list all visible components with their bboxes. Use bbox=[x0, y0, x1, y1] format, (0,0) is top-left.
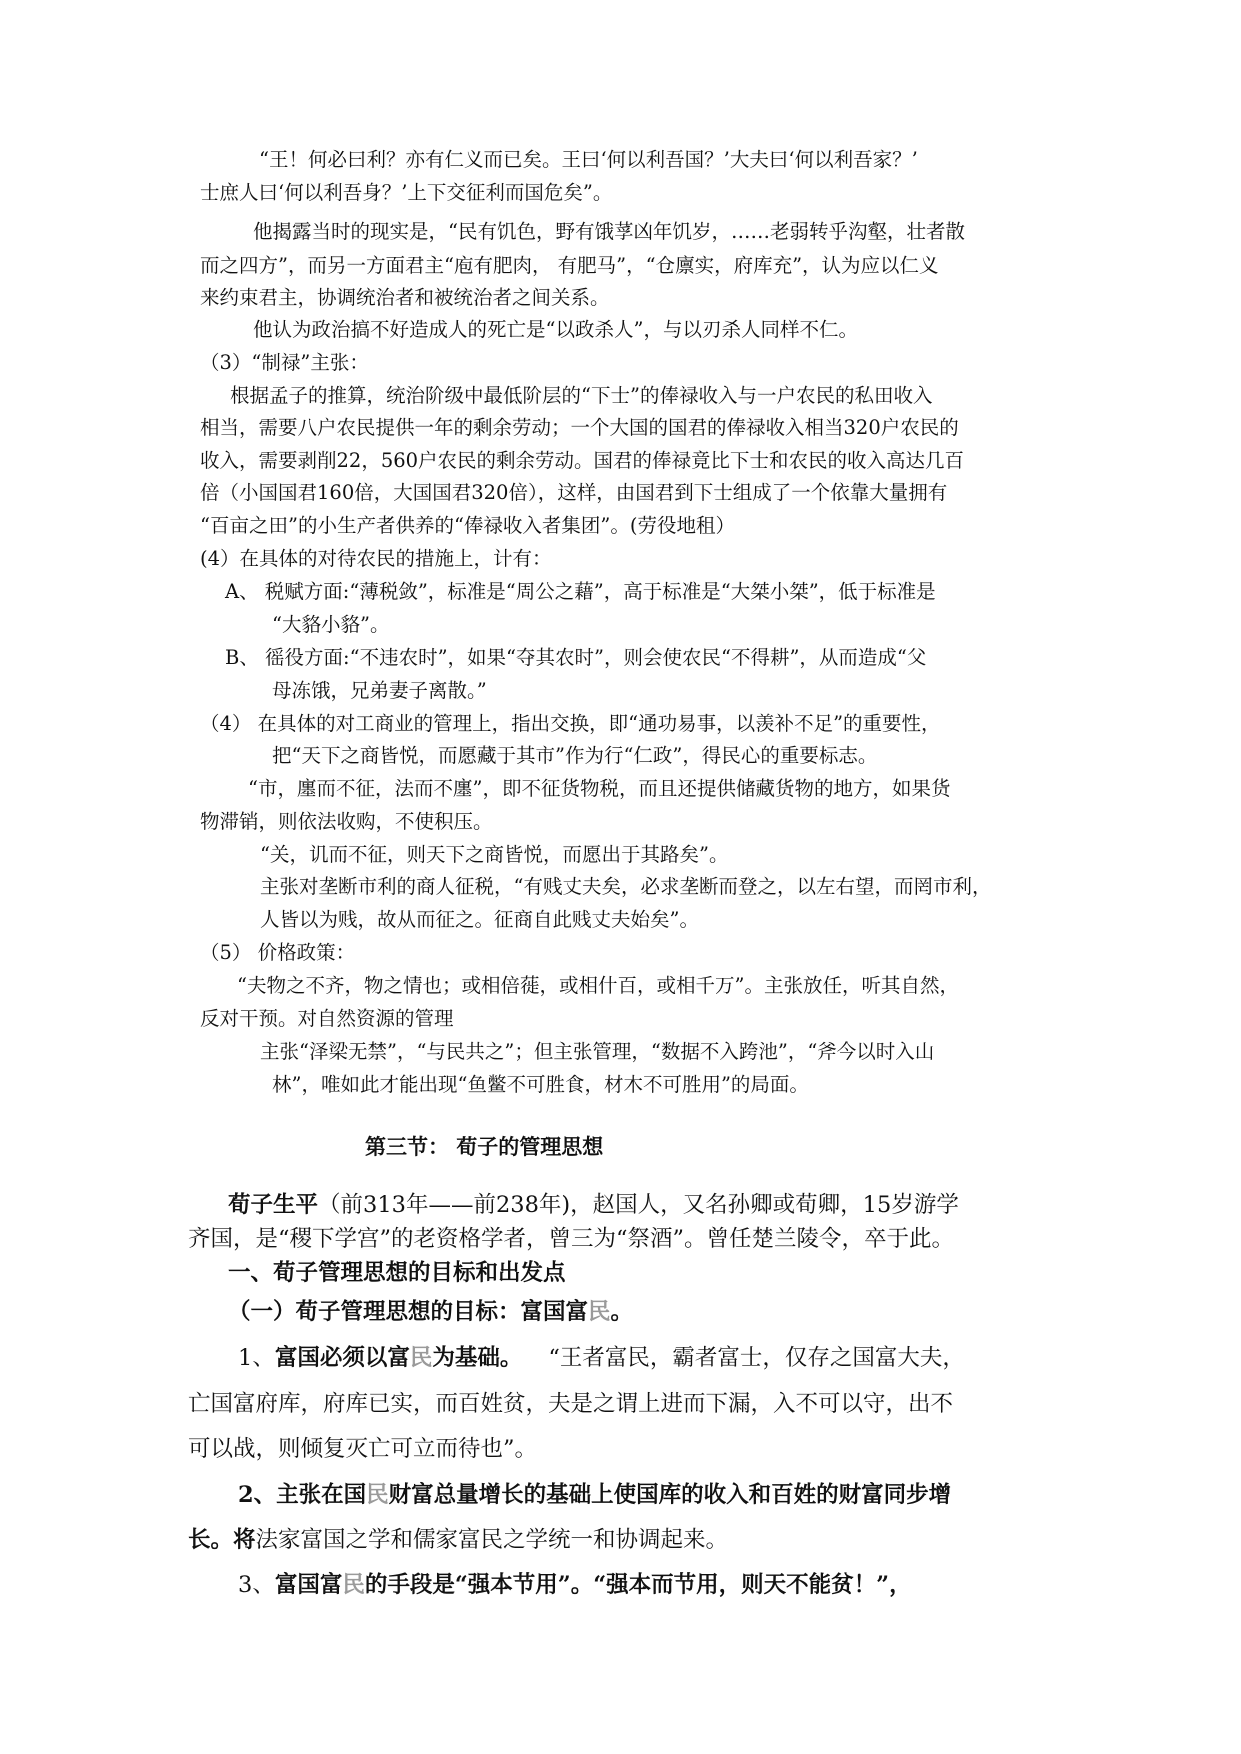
point-2: 2、主张在国民财富总量增长的基础上使国库的收入和百姓的财富同步增 bbox=[238, 1482, 952, 1508]
heading-level-2: （一）荀子管理思想的目标：富国富民。 bbox=[228, 1299, 634, 1325]
text-line: 他揭露当时的现实是，“民有饥色，野有饿莩凶年饥岁，……老弱转乎沟壑，壮者散 bbox=[253, 220, 965, 243]
text-line: “市，廛而不征，法而不廛”，即不征货物税，而且还提供储藏货物的地方，如果货 bbox=[248, 777, 951, 800]
text-line: 而之四方”，而另一方面君主“庖有肥肉， 有肥马”，“仓廪实，府库充”，认为应以仁义 bbox=[200, 254, 939, 277]
text-line: 把“天下之商皆悦，而愿藏于其市”作为行“仁政”，得民心的重要标志。 bbox=[272, 744, 878, 767]
text-line: 主张“泽梁无禁”，“与民共之”；但主张管理，“数据不入跨池”，“斧今以时入山 bbox=[260, 1040, 935, 1063]
list-item: （4） 在具体的对工商业的管理上，指出交换，即“通功易事，以羡补不足”的重要性， bbox=[200, 712, 941, 735]
text-line: “百亩之田”的小生产者供养的“俸禄收入者集团”。(劳役地租） bbox=[200, 514, 735, 537]
bio-text: （前313年——前238年)，赵国人，又名孙卿或荀卿，15岁游学 bbox=[318, 1192, 959, 1218]
text-line: 长。将法家富国之学和儒家富民之学统一和协调起来。 bbox=[188, 1527, 729, 1553]
point-3: 3、富国富民的手段是“强本节用”。“强本而节用，则天不能贫！”， bbox=[238, 1572, 912, 1598]
text-line: 反对干预。对自然资源的管理 bbox=[200, 1007, 454, 1030]
text-line: 可以战，则倾复灭亡可立而待也”。 bbox=[188, 1436, 538, 1462]
text-line: 人皆以为贱，故从而征之。征商自此贱丈夫始矣”。 bbox=[260, 908, 699, 931]
text-line: 他认为政治搞不好造成人的死亡是“以政杀人”，与以刃杀人同样不仁。 bbox=[253, 318, 858, 341]
section-heading: (4）在具体的对待农民的措施上，计有： bbox=[200, 547, 552, 570]
bio-line bbox=[228, 1190, 959, 1220]
text-line: “大貉小貉”。 bbox=[272, 613, 390, 636]
text-line: 林”，唯如此才能出现“鱼鳖不可胜食，材木不可胜用”的局面。 bbox=[272, 1073, 809, 1096]
text-line: 亡国富府库，府库已实，而百姓贫，夫是之谓上进而下漏，入不可以守，出不 bbox=[188, 1391, 954, 1417]
bio-label: 荀子生平 bbox=[228, 1192, 319, 1218]
list-item: A、 税赋方面:“薄税敛”，标准是“周公之藉”，高于标准是“大桀小桀”，低于标准是 bbox=[225, 580, 936, 603]
text-line: “王！何必曰利？亦有仁义而已矣。王曰‘何以利吾国？’大夫曰‘何以利吾家？’ bbox=[259, 148, 918, 171]
text-line: 根据孟子的推算，统治阶级中最低阶层的“下士”的俸禄收入与一户农民的私田收入 bbox=[230, 384, 933, 407]
text-line: 倍（小国国君160倍，大国国君320倍），这样，由国君到下士组成了一个依靠大量拥有 bbox=[200, 481, 948, 504]
text-line: “夫物之不齐，物之情也；或相倍蓰，或相什百，或相千万”。主张放任，听其自然， bbox=[237, 974, 959, 997]
section-heading: （3）“制禄”主张： bbox=[200, 351, 369, 374]
text-line: 齐国，是“稷下学宫”的老资格学者，曾三为“祭酒”。曾任楚兰陵令，卒于此。 bbox=[188, 1226, 955, 1252]
text-line: “关，讥而不征，则天下之商皆悦，而愿出于其路矣”。 bbox=[260, 843, 729, 866]
text-line: 收入，需要剥削22，560户农民的剩余劳动。国君的俸禄竟比下士和农民的收入高达几百 bbox=[200, 449, 965, 472]
text-line: 来约束君主，协调统治者和被统治者之间关系。 bbox=[200, 286, 610, 309]
text-line: 相当，需要八户农民提供一年的剩余劳动；一个大国的国君的俸禄收入相当320户农民的 bbox=[200, 416, 959, 439]
section-heading: （5） 价格政策： bbox=[200, 941, 356, 964]
text-line: 母冻饿，兄弟妻子离散。” bbox=[272, 679, 487, 702]
text-line: 物滞销，则依法收购，不使积压。 bbox=[200, 810, 493, 833]
heading-level-1: 一、荀子管理思想的目标和出发点 bbox=[228, 1260, 566, 1286]
text-line: 士庶人曰‘何以利吾身？’上下交征利而国危矣”。 bbox=[200, 181, 613, 204]
page-title: 第三节： 荀子的管理思想 bbox=[365, 1134, 604, 1159]
point-1: 1、富国必须以富民为基础。 “王者富民，霸者富士，仅存之国富大夫， bbox=[238, 1345, 965, 1371]
text-line: 主张对垄断市利的商人征税，“有贱丈夫矣，必求垄断而登之，以左右望，而罔市利， bbox=[260, 875, 992, 898]
list-item: B、 徭役方面:“不违农时”，如果“夺其农时”，则会使农民“不得耕”，从而造成“父 bbox=[225, 646, 927, 669]
